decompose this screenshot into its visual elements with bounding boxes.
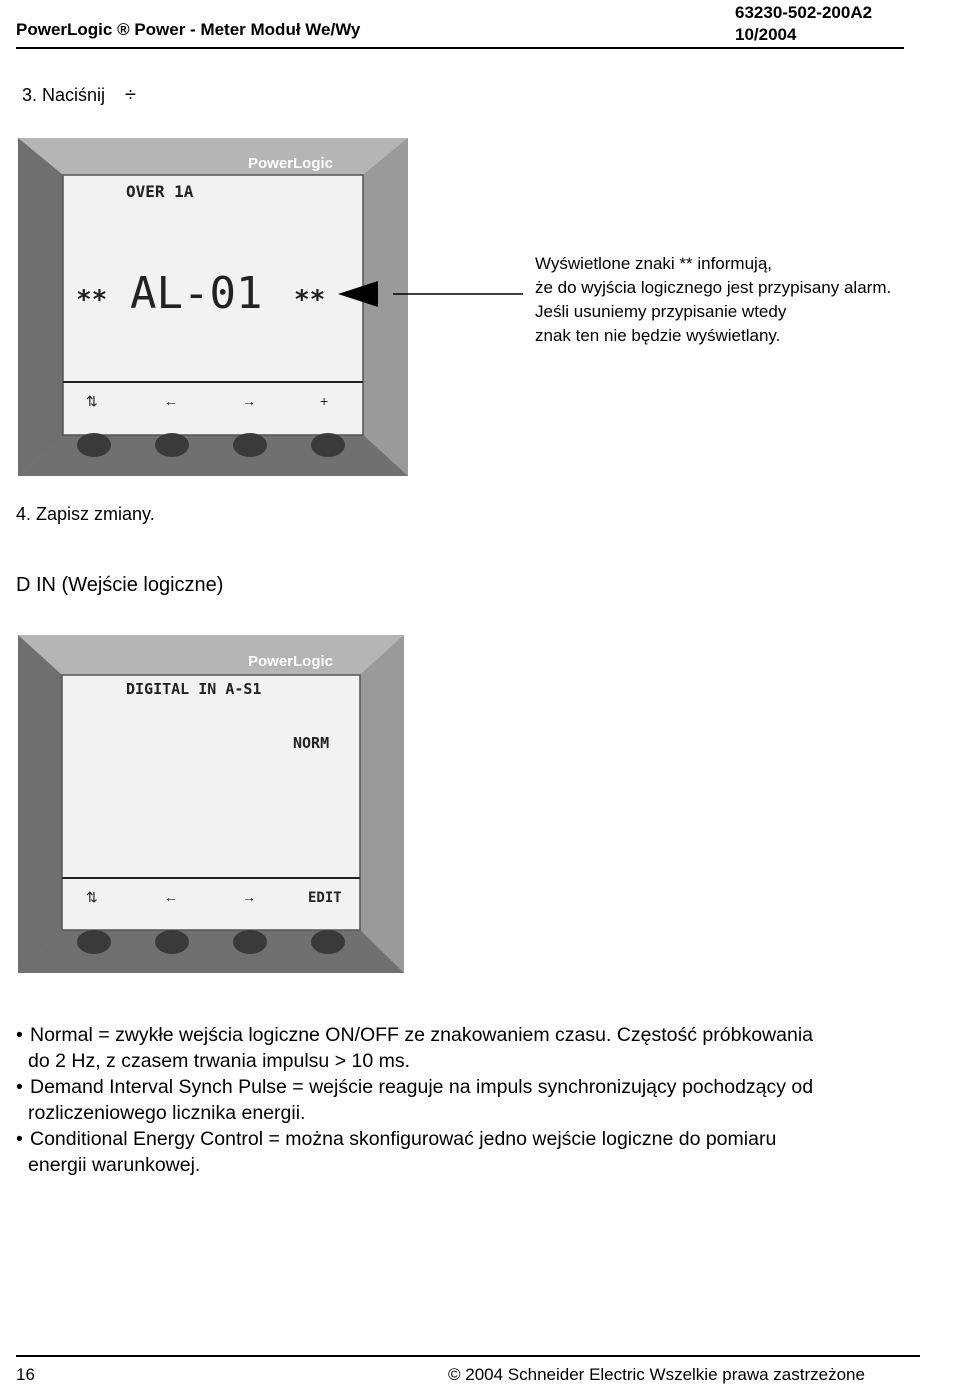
step-3 xyxy=(22,84,136,107)
bullet-text-continued: do 2 Hz, z czasem trwania impulsu > 10 ms. xyxy=(28,1050,411,1072)
bullet-item xyxy=(16,1126,946,1178)
step-4: 4. Zapisz zmiany. xyxy=(16,504,155,524)
doc-code: 63230-502-200A2 xyxy=(735,3,873,22)
lcd-value: NORM xyxy=(293,734,330,752)
section-heading: D IN (Wejście logiczne) xyxy=(16,574,224,596)
copyright: © 2004 Schneider Electric Wszelkie prawa zastrzeżone xyxy=(448,1365,865,1384)
footer-rule xyxy=(16,1355,920,1357)
header-rule xyxy=(16,47,904,49)
softkey-label-2: ← xyxy=(164,889,178,905)
callout-text xyxy=(535,252,891,348)
callout-line: znak ten nie będzie wyświetlany. xyxy=(535,326,781,345)
bullet-icon: • xyxy=(16,1024,23,1046)
divide-key-icon: ÷ xyxy=(125,84,137,106)
meter-display-alarm xyxy=(18,130,523,480)
lcd-main-value: AL-01 xyxy=(130,268,263,319)
bullet-text: Normal = zwykłe wejścia logiczne ON/OFF ze znakowaniem czasu. Częstość próbkowania xyxy=(30,1024,813,1046)
bullet-icon: • xyxy=(16,1076,23,1098)
brand-logo: PowerLogic xyxy=(248,155,334,172)
header-title: PowerLogic ® Power - Meter Moduł We/Wy xyxy=(16,20,361,39)
bullet-icon: • xyxy=(16,1128,23,1150)
callout-line: Jeśli usuniemy przypisanie wtedy xyxy=(535,302,787,321)
bullet-text-continued: energii warunkowej. xyxy=(28,1154,201,1176)
bullet-text-continued: rozliczeniowego licznika energii. xyxy=(28,1102,306,1124)
header-meta xyxy=(735,2,872,46)
meter-display-digital-in xyxy=(18,632,408,975)
softkey-button-1[interactable] xyxy=(77,930,111,954)
softkey-label-1: ⇅ xyxy=(86,889,98,905)
softkey-label-2: ← xyxy=(164,393,178,409)
softkey-button-4[interactable] xyxy=(311,433,345,457)
brand-logo: PowerLogic xyxy=(248,653,334,670)
softkey-label-4: + xyxy=(320,393,329,409)
lcd-marker-right: ** xyxy=(294,285,326,315)
softkey-button-3[interactable] xyxy=(233,930,267,954)
page-number: 16 xyxy=(16,1365,35,1384)
softkey-button-2[interactable] xyxy=(155,433,189,457)
lcd-marker-left: ** xyxy=(76,285,108,315)
callout-line: że do wyjścia logicznego jest przypisany alarm. xyxy=(535,278,892,297)
softkey-label-4: EDIT xyxy=(308,890,342,906)
softkey-label-1: ⇅ xyxy=(86,393,98,409)
softkey-button-1[interactable] xyxy=(77,433,111,457)
softkey-label-3: → xyxy=(242,889,256,905)
step-3-text: 3. Naciśnij xyxy=(22,85,106,105)
bullet-text: Conditional Energy Control = można skonfigurować jedno wejście logiczne do pomiaru xyxy=(30,1128,777,1150)
callout-line: Wyświetlone znaki ** informują, xyxy=(535,254,772,273)
softkey-button-2[interactable] xyxy=(155,930,189,954)
bullet-text: Demand Interval Synch Pulse = wejście reaguje na impuls synchronizujący pochodzący od xyxy=(30,1076,814,1098)
lcd-top-line: OVER 1A xyxy=(126,182,194,201)
softkey-button-3[interactable] xyxy=(233,433,267,457)
softkey-button-4[interactable] xyxy=(311,930,345,954)
bullet-list xyxy=(16,1022,946,1178)
bullet-item xyxy=(16,1022,946,1074)
softkey-label-3: → xyxy=(242,393,256,409)
bullet-item xyxy=(16,1074,946,1126)
lcd-top-line: DIGITAL IN A-S1 xyxy=(126,680,262,698)
doc-date: 10/2004 xyxy=(735,25,797,44)
